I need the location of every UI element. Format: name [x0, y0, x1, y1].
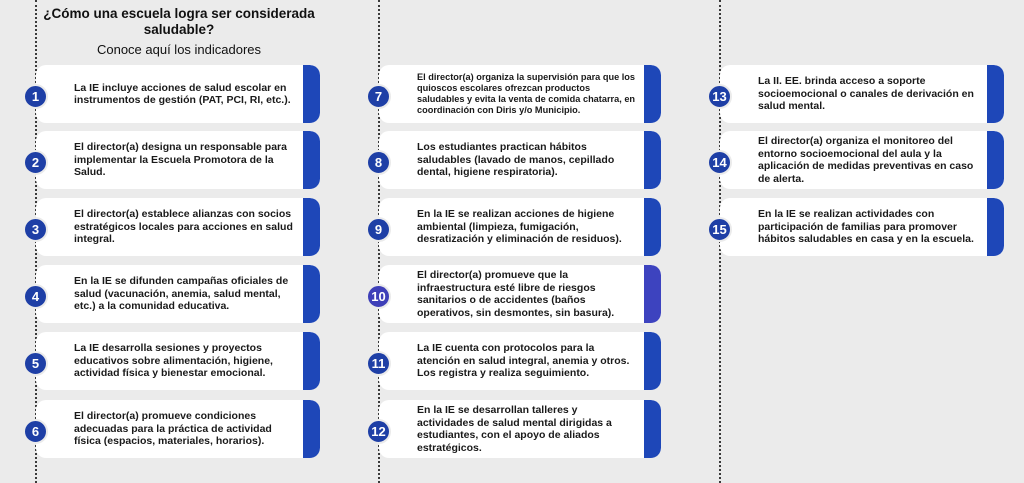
card-accent-tab: [303, 265, 320, 323]
indicator-text: En la IE se desarrollan talleres y actividades de salud mental dirigidas a estudiantes, con el apoyo de aliados estratégicos.: [417, 404, 612, 454]
card-accent-tab: [303, 198, 320, 256]
card-accent-tab: [987, 65, 1004, 123]
indicator-card-9: [379, 198, 661, 256]
indicator-card-4: [36, 265, 320, 323]
card-accent-tab: [644, 131, 661, 189]
indicator-text: Los estudiantes practican hábitos saludables (lavado de manos, cepillado dental, higiene respiratoria).: [417, 141, 615, 179]
indicator-text: El director(a) establece alianzas con socios estratégicos locales para acciones en salud integral.: [74, 208, 293, 246]
indicator-number-9: 9: [366, 217, 391, 242]
indicator-card-14: [720, 131, 1004, 189]
card-accent-tab: [303, 332, 320, 390]
indicator-number-3: 3: [23, 217, 48, 242]
indicator-number-15: 15: [707, 217, 732, 242]
card-accent-tab: [303, 131, 320, 189]
indicator-text: En la IE se difunden campañas oficiales de salud (vacunación, anemia, salud mental, etc.) a la comunidad educativa.: [74, 275, 289, 313]
indicator-text: La II. EE. brinda acceso a soporte socioemocional o canales de derivación en salud mental.: [758, 75, 974, 113]
indicator-text: El director(a) promueve que la infraestructura esté libre de riesgos sanitarios o de accidentes (baños operativos, sin desmontes, sin basura).: [417, 269, 615, 319]
indicator-card-15: [720, 198, 1004, 256]
page-title: ¿Cómo una escuela logra ser considerada saludable?: [43, 6, 315, 37]
indicator-number-4: 4: [23, 284, 48, 309]
indicator-text: El director(a) promueve condiciones adecuadas para la práctica de actividad física (espacios, materiales, horarios).: [74, 410, 272, 448]
card-accent-tab: [644, 65, 661, 123]
card-accent-tab: [644, 400, 661, 458]
indicator-card-2: [36, 131, 320, 189]
indicator-card-8: [379, 131, 661, 189]
indicator-text: El director(a) designa un responsable para implementar la Escuela Promotora de la Salud.: [74, 141, 287, 179]
indicator-card-12: [379, 400, 661, 458]
card-accent-tab: [644, 265, 661, 323]
indicator-card-11: [379, 332, 661, 390]
indicator-card-10: [379, 265, 661, 323]
card-accent-tab: [644, 198, 661, 256]
indicator-card-1: [36, 65, 320, 123]
indicator-card-5: [36, 332, 320, 390]
indicator-number-7: 7: [366, 84, 391, 109]
indicator-text: El director(a) organiza el monitoreo del entorno socioemocional del aula y la aplicación de medidas preventivas en caso de alerta.: [758, 135, 974, 185]
indicator-number-5: 5: [23, 351, 48, 376]
indicator-text: La IE desarrolla sesiones y proyectos educativos sobre alimentación, higiene, actividad física y bienestar emocional.: [74, 342, 273, 380]
indicator-text: En la IE se realizan actividades con participación de familias para promover hábitos saludables en casa y en la escuela.: [758, 208, 974, 246]
card-accent-tab: [644, 332, 661, 390]
indicator-number-13: 13: [707, 84, 732, 109]
indicator-number-2: 2: [23, 150, 48, 175]
indicator-card-3: [36, 198, 320, 256]
indicator-card-13: [720, 65, 1004, 123]
indicator-number-8: 8: [366, 150, 391, 175]
indicator-text: La IE incluye acciones de salud escolar en instrumentos de gestión (PAT, PCI, RI, etc.).: [74, 81, 291, 106]
card-accent-tab: [303, 65, 320, 123]
indicator-number-11: 11: [366, 351, 391, 376]
page-subtitle: Conoce aquí los indicadores: [96, 42, 262, 57]
indicator-text: En la IE se realizan acciones de higiene ambiental (limpieza, fumigación, desratización y eliminación de residuos).: [417, 208, 622, 246]
indicator-number-12: 12: [366, 419, 391, 444]
card-accent-tab: [987, 131, 1004, 189]
indicator-card-7: [379, 65, 661, 123]
card-accent-tab: [303, 400, 320, 458]
indicator-number-6: 6: [23, 419, 48, 444]
indicator-text: La IE cuenta con protocolos para la atención en salud integral, anemia y otros. Los registra y realiza seguimiento.: [417, 342, 630, 380]
indicator-text: El director(a) organiza la supervisión para que los quioscos escolares ofrezcan productos saludables y evita la venta de comida chatarra, en coordinación con Diris y/o Municipio.: [417, 71, 636, 116]
indicator-number-10: 10: [366, 284, 391, 309]
indicator-number-14: 14: [707, 150, 732, 175]
indicator-card-6: [36, 400, 320, 458]
card-accent-tab: [987, 198, 1004, 256]
indicator-number-1: 1: [23, 84, 48, 109]
